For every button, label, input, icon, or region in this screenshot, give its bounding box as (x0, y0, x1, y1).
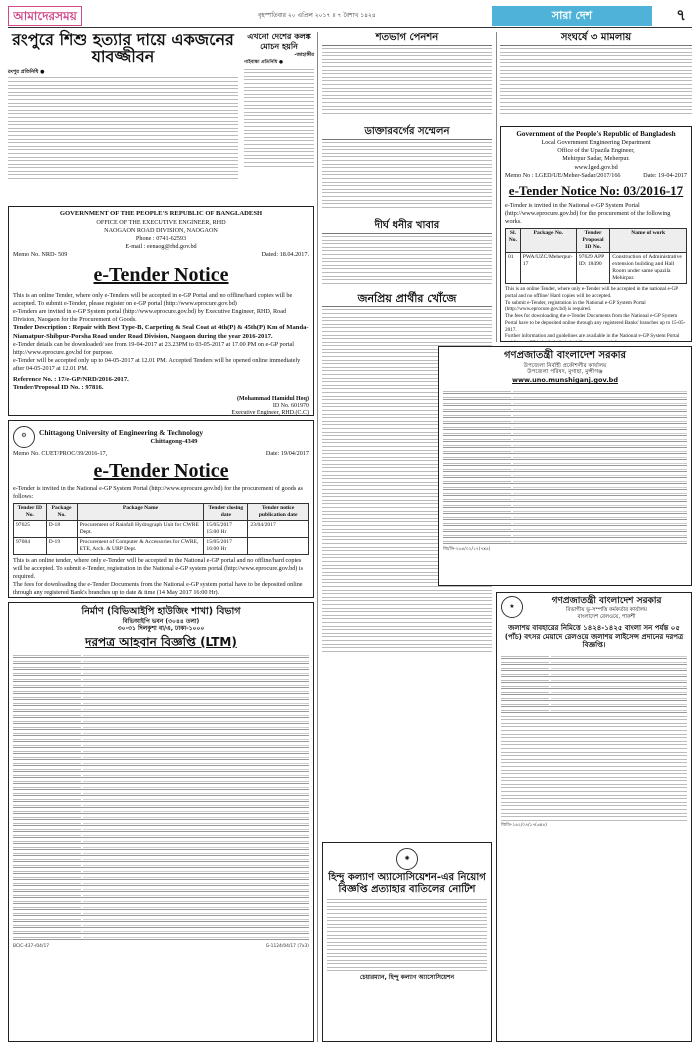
upazila-header-3: Name of work (610, 229, 687, 253)
upazila-memo: Memo No : LGED/UE/Meher-Sadar/2017/166 (505, 171, 621, 179)
list-item (443, 538, 687, 544)
upazila-intro: e-Tender is invited in the National e-GP System Portal (http://www.eprocure.gov.bd) for the procurement of the following works. (505, 201, 671, 226)
naogaon-office: OFFICE OF THE EXECUTIVE ENGINEER, RHD (96, 218, 226, 226)
naogaon-memo: Memo No. NRD- 509 (13, 250, 68, 258)
munshiganj-gc: জি/ডি-২৬৪/০২/১৭(৭x৪) (443, 546, 491, 552)
naogaon-tender-id: Tender/Proposal ID No. : 97816. (13, 384, 104, 392)
naogaon-p2: e-Tenders are invited in e-GP System portal (http://www.eprocure.gov.bd) by Executive Engineer, RHD, Road Division, Naogaon for the Procurement of Goods. (13, 308, 287, 324)
cuet-cell (248, 538, 309, 555)
upazila-web: www.lged.gov.bd (574, 163, 618, 171)
ltm-rows (13, 652, 309, 940)
cuet-tender-table (13, 503, 309, 555)
naogaon-sig-id: ID No. 601970 (272, 402, 309, 409)
list-item (13, 934, 309, 940)
hindu-notice (322, 842, 492, 1042)
cuet-title: e-Tender Notice (93, 460, 229, 483)
upazila-place: Mehirpur Sadar, Meherpur. (562, 155, 630, 163)
naogaon-p3: Tender Description : Repair with Best Type-B, Carpeting & Seal Coat at 4th(P) & 45th(P) Km of Manda-Niamatpur-Shibpur-Porsha Road under Road Division, Naogaon during the year 2016-2017. (13, 324, 309, 340)
story-pension-body (322, 48, 492, 114)
naogaon-tender-notice (8, 206, 314, 416)
hindu-notice-title: হিন্দু কল্যাণ অ্যাসোসিয়েশন-এর নিয়োগ বিজ্ঞপ্তি প্রত্যাহার বাতিলের নোটিশ (328, 872, 486, 895)
hindu-emblem-icon: ✺ (396, 848, 418, 870)
table-row (506, 253, 687, 284)
story-food-body (322, 236, 492, 284)
upazila-p4: Further information and guidelines are available in the National e-GP System Portal (505, 333, 680, 340)
upazila-header-2: Tender Proposal ID No. (576, 229, 609, 253)
naogaon-p4: e-Tender details can be downloaded/ see from 19-04-2017 at 23.23PM to 03-05-2017 at 17.00 PM on e-GP portal http://www.eprocure.gov.bd for purpose. (13, 341, 294, 357)
story-kalonko-body (244, 69, 314, 167)
cuet-univ-name: Chittagong University of Engineering & Technology (39, 427, 204, 437)
story-conflict-headline: সংঘর্ষে ৩ মামলায় (500, 32, 692, 46)
cuet-header-2: Package Name (77, 504, 204, 521)
upazila-cell: 01 (506, 253, 521, 284)
cuet-cell: 23/04/2017 (248, 521, 309, 538)
lead-body-text (8, 77, 238, 179)
lead-byline: রংপুর প্রতিনিধি ● (8, 68, 45, 75)
munshiganj-sub1: উপজেলা নির্বাহী প্রকৌশলীর কার্যালয় (523, 362, 607, 369)
cuet-header-1: Package No. (46, 504, 77, 521)
story-kalonko-byline: গাইবান্ধা প্রতিনিধি ● (244, 60, 283, 66)
naogaon-sig-title: Executive Engineer, RHD.(C.C) (231, 410, 309, 416)
cuet-cell: D-19 (46, 538, 77, 555)
list-item (501, 707, 687, 713)
naogaon-signature (13, 396, 309, 416)
railway-title: গণপ্রজাতন্ত্রী বাংলাদেশ সরকার (551, 596, 662, 606)
cuet-cell: Procurement of Rainfall Hydrograph Unit for CWRE Dept. (77, 521, 204, 538)
cuet-cell: D-18 (46, 521, 77, 538)
upazila-p2: To submit e-Tender, registration in the National e-GP System Portal (http://www.eprocure.gov.bd) is required. (505, 299, 646, 313)
railway-body (501, 716, 687, 821)
ltm-tender-notice (8, 602, 314, 1042)
ltm-title: দরপত্র আহবান বিজ্ঞপ্তি (LTM) (85, 634, 237, 649)
railway-rows (501, 653, 687, 713)
naogaon-sig-name: (Mohammad Hamidul Hoq) (236, 395, 309, 402)
cuet-date: Date: 19/04/2017 (265, 450, 309, 457)
upazila-header-0: Sl. No. (506, 229, 521, 253)
section-banner: সারা দেশ (492, 6, 652, 26)
cuet-header-0: Tender ID No. (14, 504, 47, 521)
ltm-address: ৩০-৩১ দিলকুশা বা/এ, ঢাকা-১০০০ (117, 625, 205, 633)
naogaon-gov-line: GOVERNMENT OF THE PEOPLE'S REPUBLIC OF BANGLADESH (59, 210, 263, 217)
munshiganj-title: গণপ্রজাতন্ত্রী বাংলাদেশ সরকার (504, 350, 626, 361)
naogaon-email: E-mail : eenaog@rhd.gov.bd (125, 242, 197, 250)
cuet-p3 (13, 597, 309, 598)
page-number: ৭ (676, 6, 686, 24)
story-doctors (322, 126, 492, 218)
cuet-city: Chittagong-4349 (150, 437, 198, 445)
railway-sub2: বাংলাদেশ রেলওয়ে, পাকশী (577, 614, 636, 620)
hindu-notice-body (327, 899, 487, 972)
story-doctors-body (322, 142, 492, 208)
naogaon-p5: e-Tender will be accepted only up to 04-05-2017 at 12.01 PM. Accepted Tenders will be opened online immediately after 04-05-2017 at 12.01 PM. (13, 357, 301, 373)
cuet-tender-notice (8, 420, 314, 598)
upazila-date: Date: 19-04-2017 (643, 171, 687, 179)
story-pension-headline: শতভাগ পেনশন (322, 32, 492, 46)
table-row (14, 538, 309, 555)
masthead (8, 6, 692, 28)
story-kalonko-headline: এখনো দেশের কলঙ্ক মোচন হয়নি (247, 32, 311, 51)
cuet-cell: 15/05/2017 16:00 Hr (204, 538, 248, 555)
upazila-p1: This is an online Tender, where only e-Tender will be accepted in the national e-GP portal and no offline/ Hard copies will be accepted. (505, 286, 678, 299)
cuet-cell: 97684 (14, 538, 47, 555)
cuet-p2: The fees for downloading the e-Tender Documents from the National e-GP system portal have to be deposited online through any registered Bank's branches up to date & time (14 May 2017 16:00 Hr). (13, 581, 303, 597)
story-food-headline: দীর্ঘ ধনীর খাবার (322, 220, 492, 234)
upazila-tender-notice (500, 126, 692, 342)
story-kalonko (244, 32, 314, 204)
cuet-header-3: Tender closing date (204, 504, 248, 521)
cuet-cell: 97625 (14, 521, 47, 538)
upazila-header-1: Package No. (520, 229, 576, 253)
upazila-gov: Government of the People's Republic of Bangladesh (516, 130, 676, 138)
newspaper-logo: আমাদেরসময় (8, 6, 82, 26)
ltm-org: নির্মাণ (বিভিআইপি হাউজিং শাখা) বিভাগ (81, 606, 241, 617)
munshiganj-sub2: উপজেলা পরিষদ, মুগাছা, মুন্সীগঞ্জ (527, 369, 603, 376)
cuet-intro: e-Tender is invited in the National e-GP System Portal (http://www.eprocure.gov.bd) for the procurement of goods as follows: (13, 485, 303, 501)
table-row (14, 521, 309, 538)
ltm-ref: BCIC-437-/04/17 (13, 943, 50, 949)
cuet-cell: 15/05/2017 15:00 Hr (204, 521, 248, 538)
upazila-title: e-Tender Notice No: 03/2016-17 (508, 182, 684, 198)
column-rule (317, 32, 318, 1042)
story-conflict-body (500, 48, 692, 114)
naogaon-phone: Phone : 0741-62593 (135, 234, 187, 242)
cuet-header-4: Tender notice publication date (248, 504, 309, 521)
munshiganj-rows (443, 388, 687, 544)
story-pension (322, 32, 492, 124)
lead-story (8, 32, 238, 204)
munshiganj-tender-notice (438, 346, 692, 586)
upazila-cell: Construction of Administrative extension building and Hall Room under same upazila Mehirpur. (610, 253, 687, 284)
story-candidate-headline: জনপ্রিয় প্রার্থীর খোঁজে (322, 292, 492, 307)
munshiganj-web: www.uno.munshiganj.gov.bd (512, 376, 618, 385)
ltm-org2: বিভিআইপি ভবন (৩০৪৪ তলা) (122, 617, 200, 625)
story-doctors-headline: ডাক্তারবর্গের সম্মেলন (322, 126, 492, 140)
upazila-dept: Local Government Engineering Department (541, 139, 651, 147)
story-food (322, 220, 492, 290)
dateline: বৃহস্পতিবার ২০ এপ্রিল ২০১৭ ॥ ৭ বৈশাখ ১৪২৪ (258, 12, 376, 19)
hindu-notice-sig: চেয়ারম্যান, হিন্দু কল্যাণ অ্যাসোসিয়েশন (359, 974, 455, 982)
ltm-gc: G-1124/04/17 (7x3) (265, 943, 309, 949)
upazila-cell: PWA/UZC/Meherpur-17 (520, 253, 576, 284)
upazila-tender-table (505, 228, 687, 284)
naogaon-ref: Reference No. : 17/e-GP/NRD/2016-2017. (13, 375, 129, 383)
column-rule-2 (496, 32, 497, 342)
naogaon-title: e-Tender Notice (93, 263, 229, 286)
railway-gc: জিডি-২৬২/০৪/১৭(৬x৪) (501, 823, 547, 829)
upazila-office: Office of the Upazila Engineer, (557, 147, 635, 155)
story-conflict (500, 32, 692, 124)
cuet-logo-icon: ⚙ (13, 426, 35, 448)
naogaon-date: Dated: 18.04.2017. (261, 250, 309, 258)
cuet-p1: This is an online tender, where only e-Tender will be accepted in the National e-GP portal and no offline/hard copies will be accepted. To submit e-Tender, registration in the National e-GP system portal (http://www.eprocure.gov.bd) is required. (13, 557, 304, 581)
railway-headline: জলাশয় বাবহারের নিমিত্তে ১৪২৪-১৪২৫ বাংলা সন পর্যন্ত ০৫ (পাঁচ) বৎসর মেয়াদে রেলওয়ে জলাশয় লাইসেন্স প্রদানের দরপত্র বিজ্ঞপ্তি। (504, 623, 684, 650)
upazila-cell: 97629 APP ID: 18490 (576, 253, 609, 284)
naogaon-division: NAOGAON ROAD DIVISION, NAOGAON (104, 226, 218, 234)
cuet-memo: Memo No. CUET/PROC/39/2016-17, (13, 450, 108, 457)
upazila-p3: The fees for downloading the e-Tender Documents from the National e-GP System Portal have to be deposited online through any registered Banks' branches up to 15-05-2017. (505, 313, 686, 333)
lead-headline: রংপুরে শিশু হত্যার দায়ে একজনের যাবজ্জীবন (12, 30, 234, 66)
naogaon-p1: This is an online Tender, where only e-Tenders will be accepted in e-GP Portal and no offline/hard copies will be accepted. To submit e-Tender, please register on e-GP portal (http://www.eprocure.gov.bd) (13, 291, 293, 307)
railway-sub1: বিভাগীয় ভূ-সম্পত্তি কর্মকর্তার কার্যালয় (566, 607, 647, 614)
railway-tender-notice (496, 592, 692, 1042)
railway-emblem-icon: ★ (501, 596, 523, 618)
cuet-cell: Procurement of Computer & Accessories for CWRE, ETE, Arch. & URP Dept. (77, 538, 204, 555)
story-kalonko-sub: -জাহাঙ্গীর (294, 52, 314, 58)
